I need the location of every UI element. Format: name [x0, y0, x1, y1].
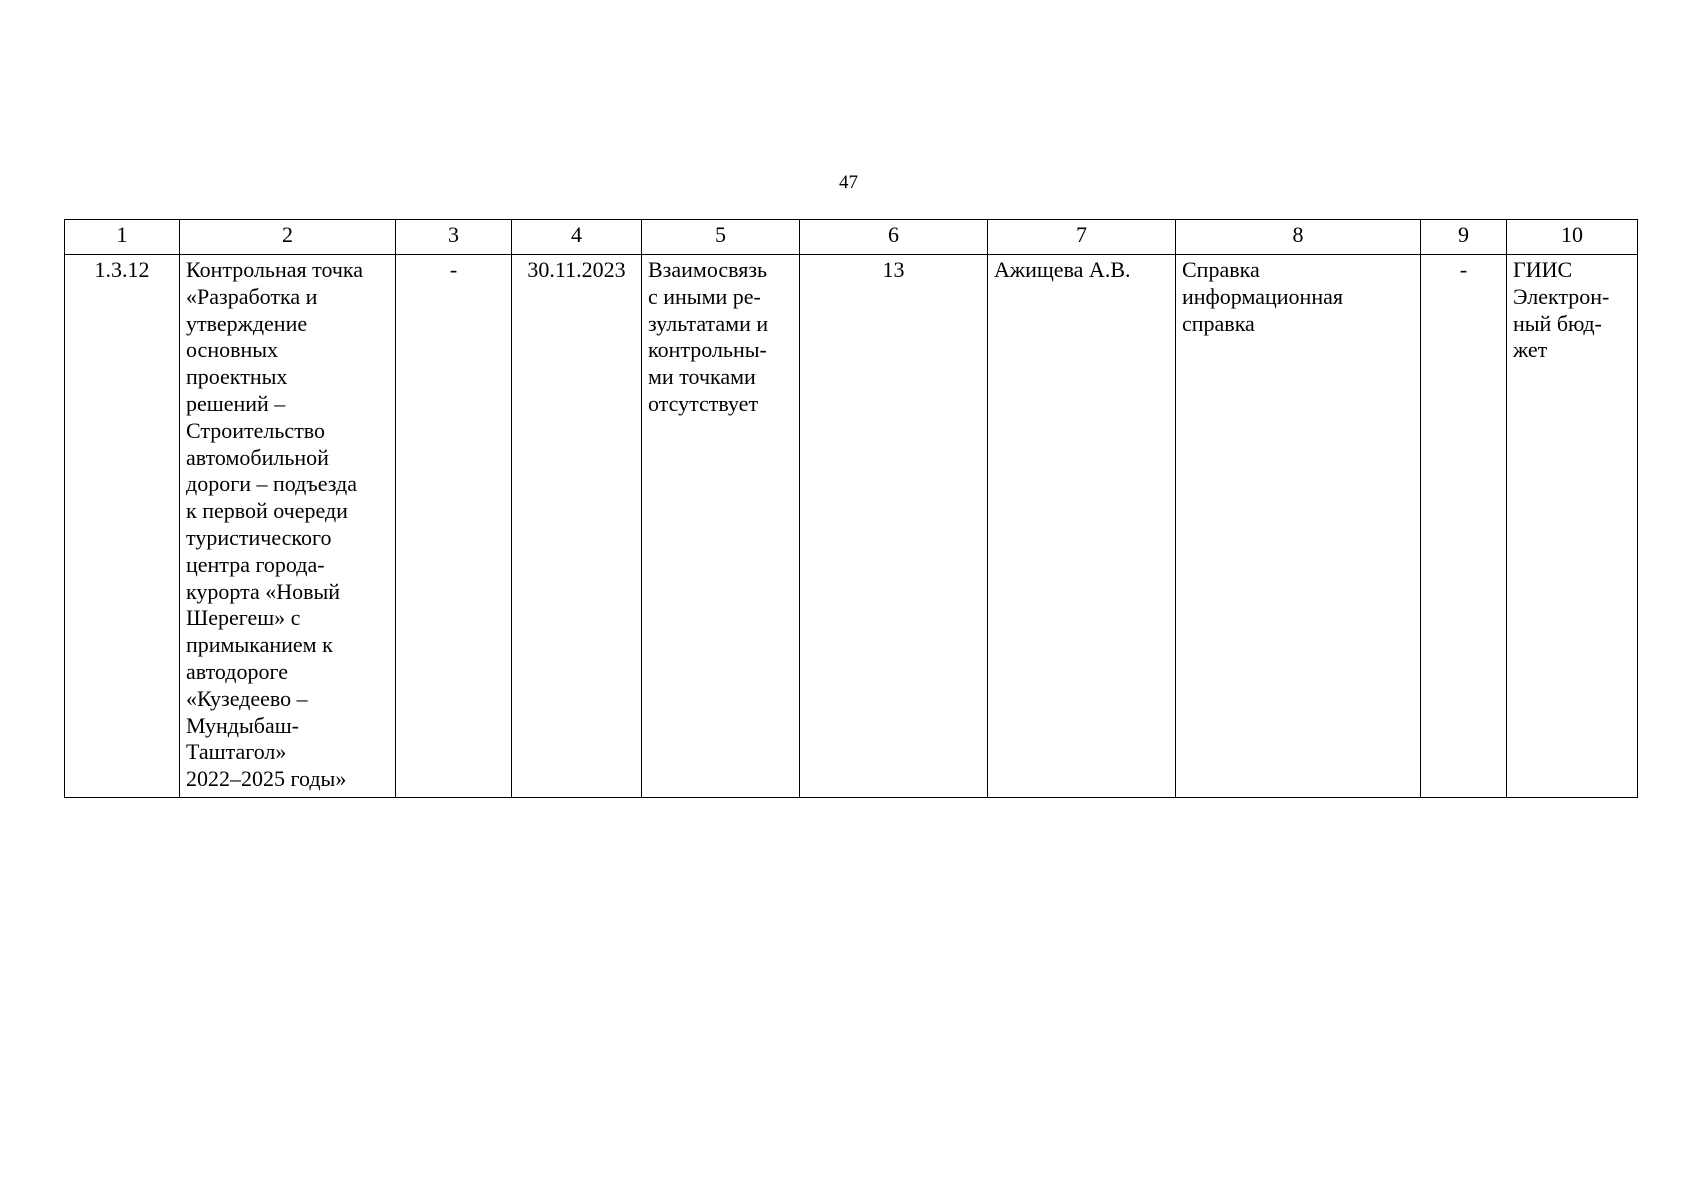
name-line: Шерегеш» с: [186, 605, 301, 631]
control-point-name-cell: [180, 255, 396, 798]
name-line: центра города-: [186, 551, 325, 577]
document-cell: [1176, 255, 1421, 798]
header-cell-5: 5: [642, 220, 800, 255]
relation-line: с иными ре-: [648, 283, 761, 309]
system-line: ГИИС: [1513, 257, 1573, 282]
relation-line: контрольны-: [648, 337, 767, 363]
name-line: автомобильной: [186, 444, 329, 470]
information-system-cell: [1507, 255, 1638, 798]
name-line: автодороге: [186, 658, 288, 684]
name-line: основных: [186, 337, 279, 363]
name-line: Таштагол»: [186, 739, 287, 765]
document-line: информационная: [1182, 283, 1343, 309]
header-cell-2: 2: [180, 220, 396, 255]
header-row: [65, 220, 1638, 255]
name-line: «Кузедеево –: [186, 685, 308, 711]
header-cell-1: 1: [65, 220, 180, 255]
relation-line: отсутствует: [648, 390, 759, 416]
name-line: проектных: [186, 364, 288, 390]
page-number: 47: [839, 172, 858, 193]
header-cell-4: 4: [512, 220, 642, 255]
date-cell: 30.11.2023: [512, 255, 642, 798]
column-3-cell: -: [396, 255, 512, 798]
name-line: утверждение: [186, 310, 308, 336]
system-line: ный бюд-: [1513, 310, 1602, 336]
relation-line: зультатами и: [648, 310, 769, 336]
header-cell-6: 6: [800, 220, 988, 255]
column-9-cell: -: [1421, 255, 1507, 798]
system-line: жет: [1513, 337, 1548, 363]
name-line: курорта «Новый: [186, 578, 341, 604]
name-line: примыканием к: [186, 632, 333, 658]
name-line: Мундыбаш-: [186, 712, 299, 738]
header-cell-7: 7: [988, 220, 1176, 255]
control-points-table: [64, 219, 1638, 798]
relation-line: Взаимосвязь: [648, 257, 768, 282]
relation-line: ми точками: [648, 364, 756, 390]
system-line: Электрон-: [1513, 283, 1610, 309]
row-number-cell: 1.3.12: [65, 255, 180, 798]
column-6-cell: 13: [800, 255, 988, 798]
name-line: 2022–2025 годы»: [186, 766, 347, 792]
header-cell-9: 9: [1421, 220, 1507, 255]
header-cell-8: 8: [1176, 220, 1421, 255]
document-line: справка: [1182, 310, 1255, 336]
name-line: к первой очереди: [186, 498, 348, 524]
responsible-cell: Ажищева А.В.: [988, 255, 1176, 798]
name-line: «Разработка и: [186, 283, 318, 309]
name-line: решений –: [186, 390, 286, 416]
name-line: Строительство: [186, 417, 326, 443]
table-row: [65, 255, 1638, 798]
header-cell-10: 10: [1507, 220, 1638, 255]
document-line: Справка: [1182, 257, 1260, 282]
relation-cell: [642, 255, 800, 798]
name-line: дороги – подъезда: [186, 471, 357, 497]
header-cell-3: 3: [396, 220, 512, 255]
name-line: Контрольная точка: [186, 257, 364, 282]
name-line: туристического: [186, 524, 332, 550]
